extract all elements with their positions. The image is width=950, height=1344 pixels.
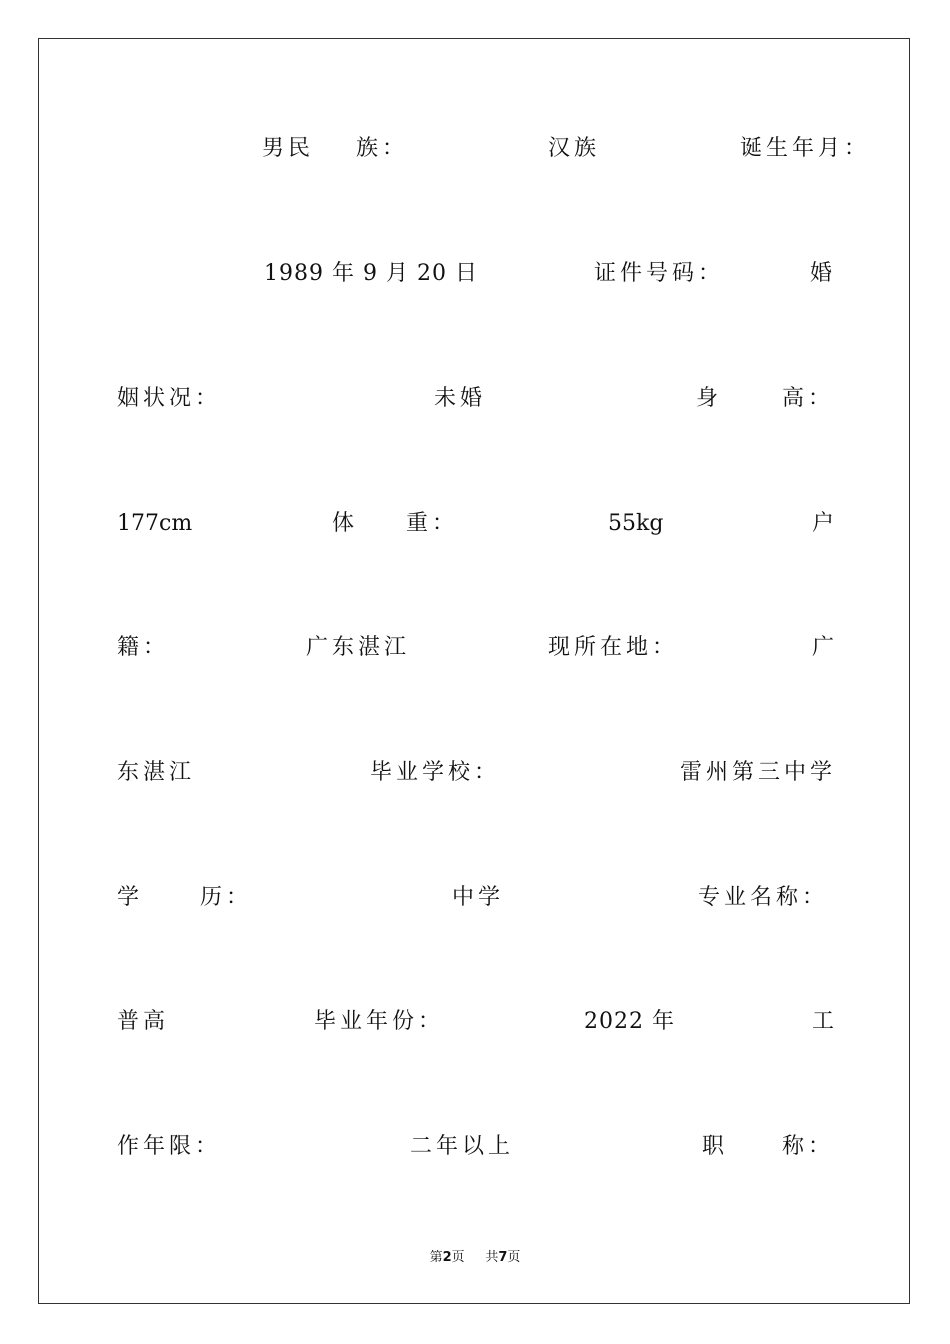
footer-total-number: 7 <box>498 1250 508 1265</box>
text-education-value: 中学 <box>452 885 505 910</box>
text-birth-value: 1989 年 9 月 20 日 <box>264 261 478 286</box>
text-education-label-part1: 学 <box>117 885 144 910</box>
footer-page-suffix: 页 <box>451 1250 465 1265</box>
text-work-years-label-part2: 作年限： <box>117 1134 222 1159</box>
text-title-label-part1: 职 <box>702 1134 729 1159</box>
text-id-label: 证件号码： <box>594 261 725 286</box>
text-work-years-label-part1: 工 <box>812 1009 839 1034</box>
text-graduation-year-label: 毕业年份： <box>314 1009 445 1034</box>
text-household-label-part1: 户 <box>812 511 839 536</box>
text-education-label-part2: 历： <box>200 885 253 910</box>
text-household-value: 广东湛江 <box>306 635 411 660</box>
text-major-label: 专业名称： <box>698 885 829 910</box>
text-school-value: 雷州第三中学 <box>680 760 837 785</box>
text-household-label-part2: 籍： <box>117 635 170 660</box>
footer-total-suffix: 页 <box>507 1250 521 1265</box>
text-height-label-part2: 高： <box>782 386 835 411</box>
text-graduation-year-value: 2022 年 <box>584 1009 675 1034</box>
text-title-label-part2: 称： <box>782 1134 835 1159</box>
text-major-value: 普高 <box>117 1009 170 1034</box>
text-weight-value: 55kg <box>608 511 664 536</box>
text-work-years-value: 二年以上 <box>410 1134 515 1159</box>
text-gender-ethnicity-label: 男民 <box>262 136 315 161</box>
text-location-value-part1: 广 <box>812 635 839 660</box>
text-ethnicity-label: 族： <box>356 136 409 161</box>
text-weight-label-part2: 重： <box>406 511 459 536</box>
text-birth-label: 诞生年月： <box>740 136 871 161</box>
text-ethnicity-value: 汉族 <box>548 136 601 161</box>
text-location-label: 现所在地： <box>548 635 679 660</box>
text-marital-label-part1: 婚 <box>810 261 837 286</box>
text-marital-value: 未婚 <box>434 386 487 411</box>
page-frame <box>38 38 910 1304</box>
page-footer <box>0 1246 950 1265</box>
text-marital-label-part2: 姻状况： <box>117 386 222 411</box>
footer-page-number: 2 <box>442 1250 452 1265</box>
text-height-label-part1: 身 <box>696 386 723 411</box>
footer-total-prefix: 共 <box>485 1250 499 1265</box>
text-weight-label-part1: 体 <box>332 511 359 536</box>
text-school-label: 毕业学校： <box>370 760 501 785</box>
text-location-value-part2: 东湛江 <box>117 760 196 785</box>
text-height-value: 177cm <box>117 511 193 536</box>
footer-page-prefix: 第 <box>429 1250 443 1265</box>
